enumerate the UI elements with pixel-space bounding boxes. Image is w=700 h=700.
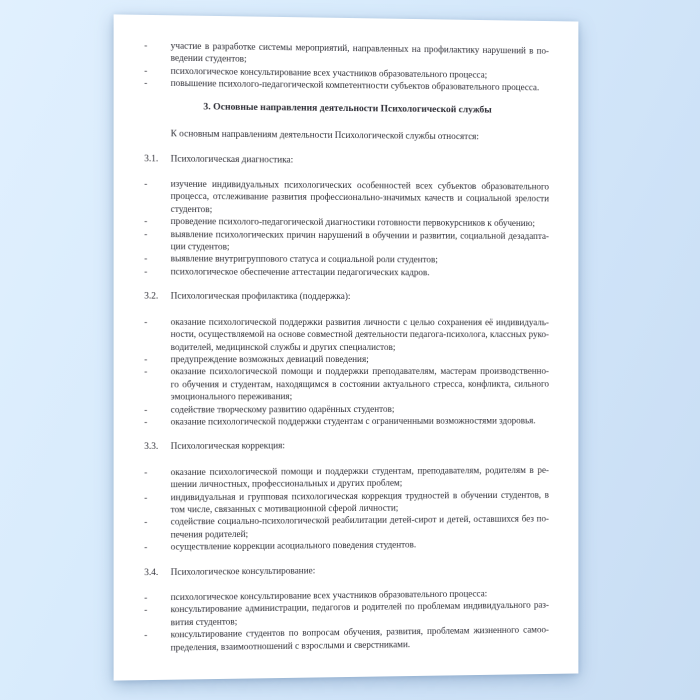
bullet-text-line: осуществление коррекции асоциального поведения студентов. (170, 539, 417, 552)
bullet-list (144, 315, 549, 428)
bullet-text-line: вития студентов; (170, 616, 238, 628)
bullet-text-line: консультирование администрации, педагогов и родителей по проблемам индивидуального раз- (170, 600, 549, 615)
bullet-dash-marker: - (144, 253, 148, 264)
section-label-row (144, 562, 549, 579)
section-title: Психологическое консультирование: (170, 564, 316, 577)
bullet-text (171, 178, 549, 218)
list-item (144, 365, 549, 403)
list-item (144, 513, 549, 541)
bullet-text-line: предупреждение возможных девиаций поведения; (170, 353, 369, 365)
bullet-dash-marker: - (144, 541, 148, 553)
bullet-dash-marker: - (144, 466, 148, 477)
bullet-text-line: том числе, связанных с мотивационной сферой личности; (170, 502, 399, 515)
section-number: 3.1. (144, 152, 159, 164)
bullet-text-line: печения родителей; (170, 528, 249, 540)
bullet-dash-marker: - (144, 316, 148, 327)
bullet-list (144, 464, 549, 554)
list-item (144, 228, 549, 255)
section-31 (144, 152, 549, 279)
bullet-text-line: ведении студентов; (170, 52, 247, 65)
section-label-row (144, 290, 549, 303)
bullet-dash-marker: - (144, 516, 148, 528)
section-title: Психологическая коррекция: (170, 440, 285, 452)
bullet-text (171, 365, 549, 403)
bullet-text-line: шении личностных, профессиональных и других проблем; (170, 477, 403, 490)
bullet-dash-marker: - (144, 604, 148, 615)
bullet-dash-marker: - (144, 629, 148, 640)
document-content (114, 14, 579, 680)
bullet-text-line: оказание психологической поддержки студентам с ограниченными возможностями здоровья. (170, 415, 536, 427)
bullet-text (171, 513, 549, 541)
bullet-text-line: консультирование студентов по вопросам обучения, развития, проблемам жизненного самоо- (170, 624, 549, 640)
section-label-row (144, 438, 549, 452)
bullet-dash-marker: - (144, 40, 148, 51)
bullet-text-line: оказание психологической поддержки развития личности с целью сохранения её индивидуаль- (170, 316, 549, 327)
bullet-text (171, 315, 549, 353)
bullet-text (171, 353, 549, 366)
list-item (144, 537, 549, 553)
bullet-text-line: го обучения и студентам, находящимся в состоянии актуального стресса, конфликта, сильного (170, 378, 549, 390)
bullet-text-line: психологическое обеспечение аттестации педагогических кадров. (170, 266, 430, 278)
bullet-text-line: содействие творческому развитию одарённых студентов; (170, 403, 395, 415)
bullet-dash-marker: - (144, 228, 148, 239)
bullet-text-line: психологическое консультирование всех участников образовательного процесса; (170, 65, 488, 80)
list-item (144, 315, 549, 353)
bullet-dash-marker: - (144, 404, 148, 415)
bullet-text-line: оказание психологической помощи и поддержки преподавателям, мастерам производственно- (170, 366, 549, 377)
bullet-text-line: выявление психологических причин нарушений в обучении и развитии, социальной дезадапта- (170, 228, 549, 241)
section-heading: 3. Основные направления деятельности Психологической службы (203, 100, 492, 116)
bullet-text (171, 402, 549, 415)
section-32 (144, 290, 549, 428)
section-title: Психологическая профилактика (поддержка): (170, 290, 351, 302)
bullet-text-line: водителей, медицинской службы и других специалистов; (170, 341, 396, 352)
bullet-text (171, 228, 549, 255)
bullet-list (144, 177, 549, 278)
bullet-dash-marker: - (144, 266, 148, 277)
bullet-dash-marker: - (144, 65, 148, 76)
bullet-dash-marker: - (144, 366, 148, 377)
intro-paragraph: К основным направлениям деятельности Психологической службы относятся: (170, 128, 479, 142)
section-number: 3.2. (144, 290, 159, 301)
bullet-text-line: процесса, отслеживание развития профессионально-значимых качеств и социальной зрелости (170, 191, 549, 204)
bullet-dash-marker: - (144, 491, 148, 503)
bullet-text-line: выявление внутригруппового статуса и социальной роли студентов; (170, 253, 438, 265)
list-item (144, 353, 549, 366)
section-number: 3.3. (144, 441, 159, 452)
bullet-text (171, 537, 549, 553)
bullet-text (171, 265, 549, 279)
bullet-list (144, 39, 549, 94)
section-33 (144, 438, 549, 553)
bullet-text-line: студентов; (170, 203, 213, 215)
bullet-text (171, 624, 549, 654)
bullet-dash-marker: - (144, 353, 148, 365)
section-label-row (144, 152, 549, 168)
bullet-text-line: ности, осуществляемой на основе совместной деятельности педагога-психолога, классных руко- (170, 328, 549, 340)
list-item (144, 488, 549, 516)
bullet-text-line: индивидуальная и групповая психологическая коррекция трудностей в обучении студентов, в (170, 489, 549, 502)
sections-container (144, 152, 549, 654)
section-title: Психологическая диагностика: (170, 153, 294, 165)
bullet-text-line: изучение индивидуальных психологических особенностей всех субъектов образовательного (170, 178, 549, 192)
list-item (144, 265, 549, 279)
bullet-text (171, 488, 549, 516)
list-item (144, 414, 549, 428)
bullet-text-line: повышение психолого-педагогической компетентности субъектов образовательного процесса. (170, 78, 540, 93)
bullet-dash-marker: - (144, 77, 148, 88)
bullet-text-line: эмоционального переживания; (170, 391, 293, 402)
bullet-text (171, 464, 549, 491)
bullet-text-line: пределения, взаимоотношений с взрослыми и сверстниками. (170, 638, 411, 653)
list-item (144, 177, 549, 217)
bullet-dash-marker: - (144, 216, 148, 227)
bullet-dash-marker: - (144, 178, 148, 189)
list-item (144, 464, 549, 491)
bullet-text-line: содействие социально-психологической реабилитации детей-сирот и детей, оставшихся без по- (170, 513, 549, 527)
section-34 (144, 562, 549, 654)
bullet-text-line: оказание психологической помощи и поддержки студентам, преподавателям, родителям в ре- (170, 464, 549, 477)
section-number: 3.4. (144, 566, 159, 577)
bullet-text (171, 414, 549, 428)
list-item (144, 624, 549, 654)
bullet-text-line: психологическое консультирование всех участников образовательного процесса: (170, 588, 488, 603)
bullet-text-line: участие в разработке системы мероприятий, направленных на профилактику нарушений в по- (170, 40, 549, 56)
document-page (114, 14, 579, 680)
bullet-list (144, 587, 549, 654)
bullet-text-line: проведение психолого-педагогической диагностики готовности первокурсников к обучению; (170, 216, 535, 229)
bullet-dash-marker: - (144, 416, 148, 427)
bullet-dash-marker: - (144, 592, 148, 603)
bullet-text-line: ции студентов; (170, 241, 230, 252)
top-bullet-list (144, 39, 549, 94)
